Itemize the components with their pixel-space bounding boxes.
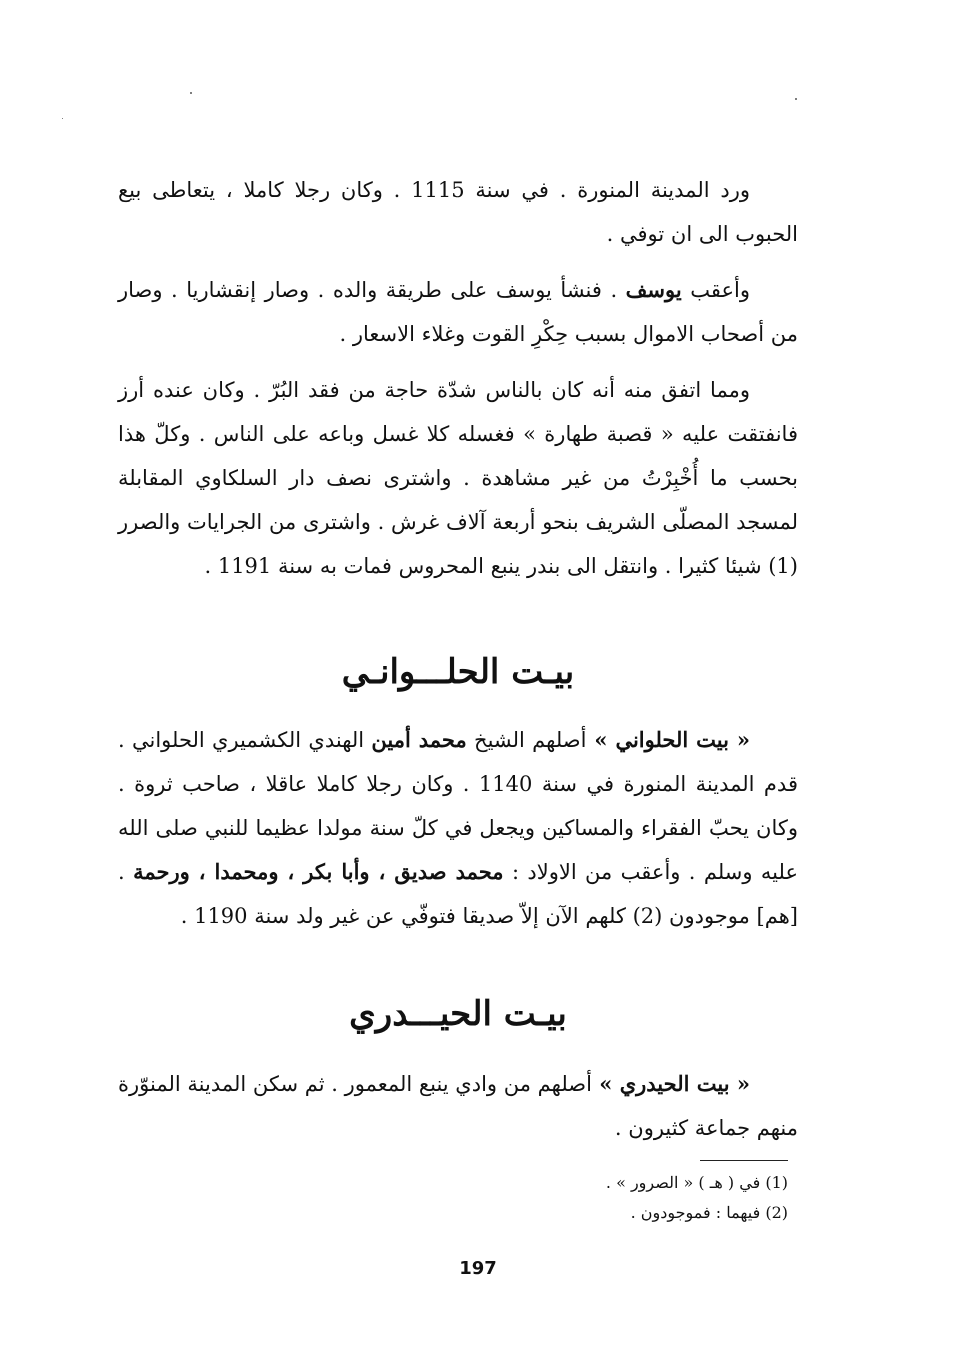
halwani-children-names: محمد صديق ، وأبا بكر ، ومحمدا ، ورحمة [133,859,504,884]
halwani-founder-name: محمد أمين [371,727,467,752]
scan-speck [62,118,63,119]
halwani-text-3: . [هم] موجودون (2) كلهم الآن إلاّ صديقا فتوفّي عن غير ولد سنة 1190 . [118,860,798,928]
paragraph-2-part-2: . فنشأ يوسف على طريقة والده . وصار إنقشاريا . وصار من أصحاب الاموال بسبب حِكْرِ القوت وغلاء الاسعار . [118,278,798,346]
section-heading-halwani: بيـت الحلـــوانـي [341,652,575,692]
haidari-text: أصلهم من وادي ينبع المعمور . ثم سكن المدينة المنوّرة منهم جماعة كثيرون . [118,1072,798,1140]
paragraph-3-text: ومما اتفق منه أنه كان بالناس شدّة حاجة من فقد البُرّ . وكان عنده أرز فانفتقت عليه « قصبة طهارة » فغسله كلا غسل وباعه على الناس . وكلّ هذا بحسب ما أُخْبِرْتُ من غير مشاهدة . واشترى نصف دار السلكاوي المقابلة لمسجد المصلّى الشريف بنحو أربعة آلاف غرش . واشترى من الجرايات والصرر (1) شيئا كثيرا . وانتقل الى بندر ينبع المحروس فمات به سنة 1191 . [118,378,798,578]
paragraph-2-part-1: وأعقب [681,278,750,302]
footnotes [118,1168,788,1228]
paragraph-halwani [118,718,798,938]
paragraph-1 [118,168,798,256]
halwani-text-1: أصلهم الشيخ [466,728,587,752]
paragraph-2-name-yusuf: يوسف [625,277,682,302]
paragraph-haidari [118,1062,798,1150]
footnote-divider [700,1160,788,1161]
paragraph-1-text: ورد المدينة المنورة . في سنة 1115 . وكان رجلا كاملا ، يتعاطى بيع الحبوب الى ان توفي . [118,178,798,246]
section-heading-haidari: بيـت الحيـــدري [349,994,567,1034]
footnote-2: (2) فيهما : فموجودون . [630,1203,788,1222]
scan-speck [190,92,192,94]
body-text-bottom [118,1062,798,1150]
halwani-house-name: « بيت الحلواني » [586,727,750,752]
paragraph-3 [118,368,798,588]
footnote-1: (1) في ( هـ ) « الصرور » . [605,1173,788,1192]
scan-speck [795,98,797,100]
halwani-text-2: الهندي الكشميري الحلواني . قدم المدينة المنورة في سنة 1140 . وكان رجلا كاملا عاقلا ، صاحب ثروة . وكان يحبّ الفقراء والمساكين ويجعل في كلّ سنة مولدا عظيما للنبي صلى الله عليه وسلم . وأعقب من الاولاد : [118,728,798,884]
page-number: 197 [459,1258,497,1279]
paragraph-2 [118,268,798,356]
haidari-house-name: « بيت الحيدري » [591,1071,750,1096]
body-text-middle [118,718,798,938]
body-text-top [118,168,798,588]
